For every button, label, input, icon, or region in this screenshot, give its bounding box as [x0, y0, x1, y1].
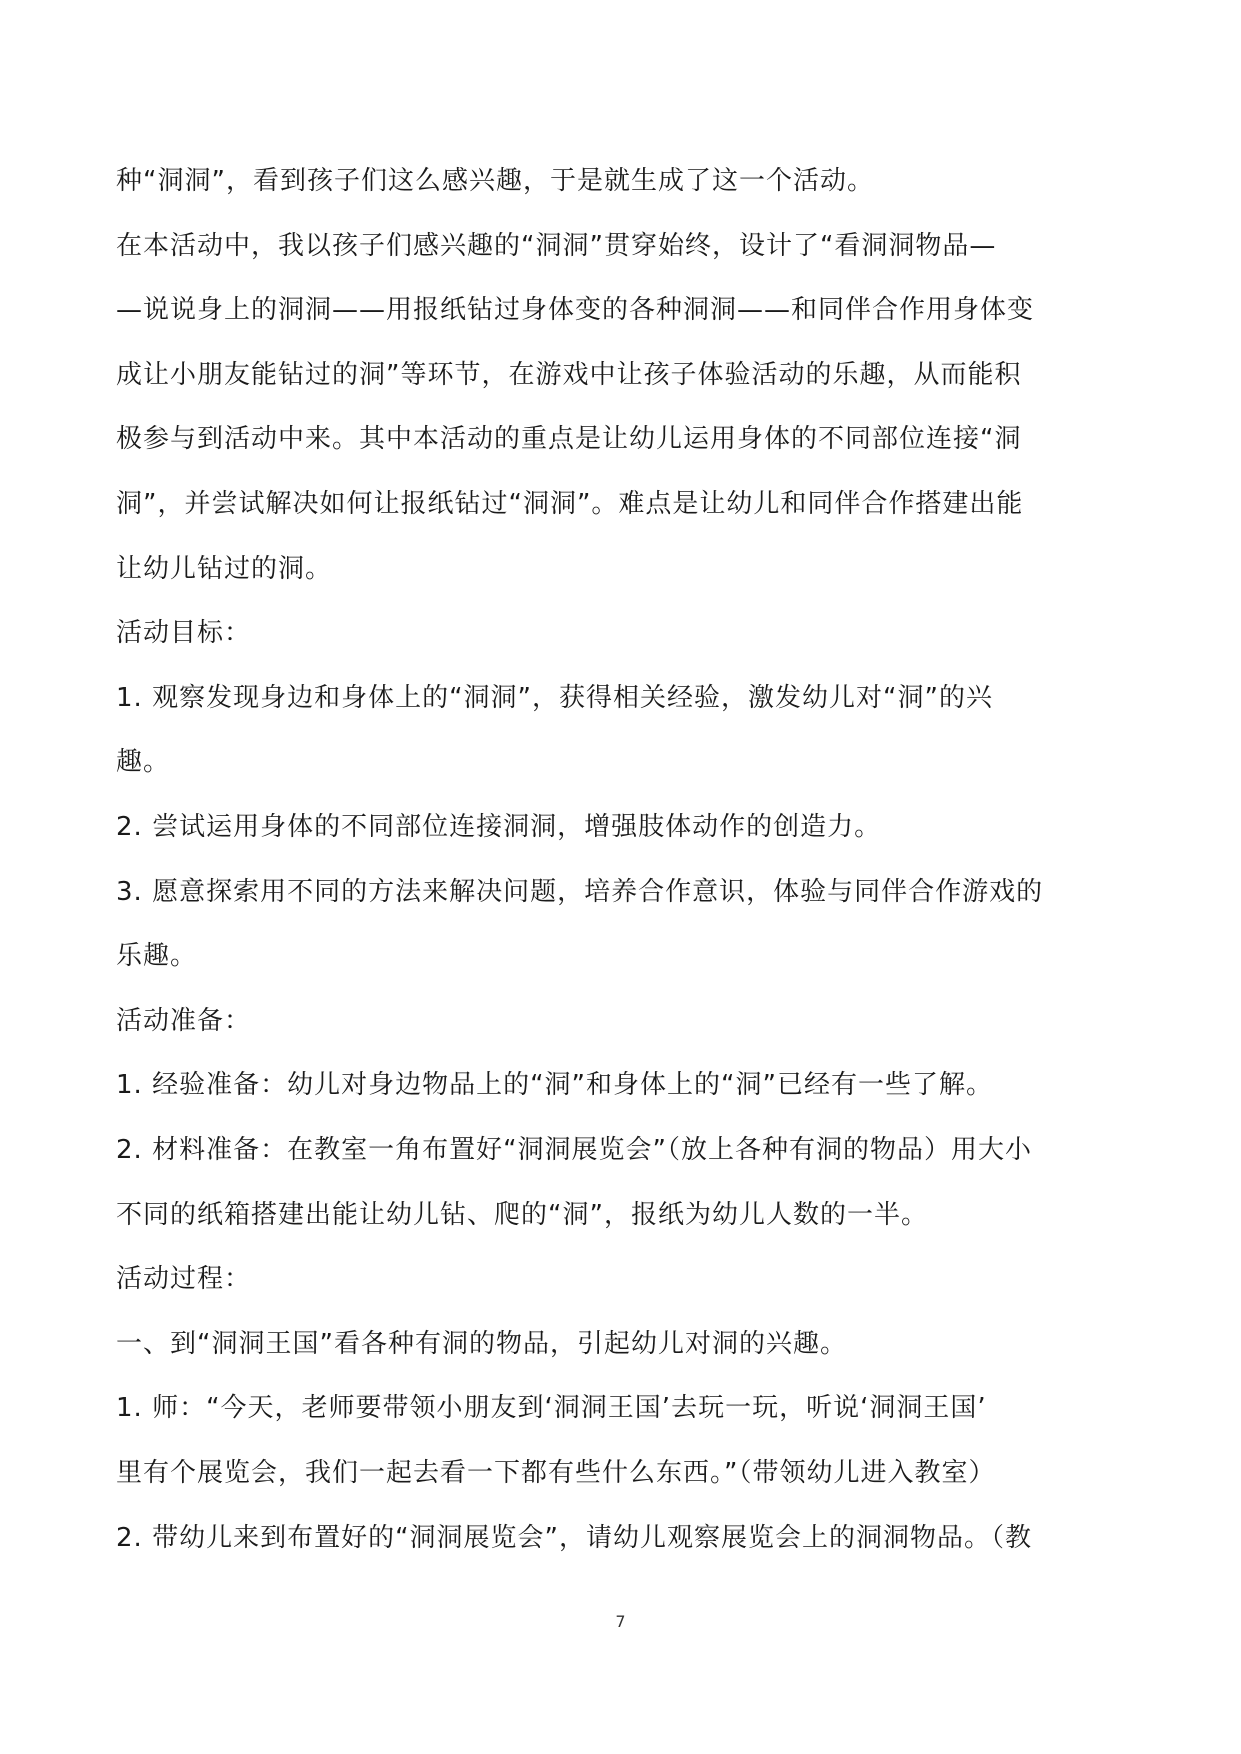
text-line: 乐趣。 — [116, 941, 198, 971]
text-line: 在本活动中，我以孩子们感兴趣的“洞洞”贯穿始终，设计了“看洞洞物品— — [116, 231, 997, 261]
list-item: 1. 观察发现身边和身体上的“洞洞”，获得相关经验，激发幼儿对“洞”的兴 — [116, 683, 993, 713]
text-line: 让幼儿钻过的洞。 — [116, 554, 333, 584]
text-line: —说说身上的洞洞——用报纸钻过身体变的各种洞洞——和同伴合作用身体变 — [116, 295, 1035, 325]
list-item: 1. 师：“今天，老师要带领小朋友到‘洞洞王国’去玩一玩，听说‘洞洞王国’ — [116, 1393, 987, 1423]
text-line: 极参与到活动中来。其中本活动的重点是让幼儿运用身体的不同部位连接“洞 — [116, 424, 1022, 454]
list-item: 2. 尝试运用身体的不同部位连接洞洞，增强肢体动作的创造力。 — [116, 812, 882, 842]
list-item: 2. 带幼儿来到布置好的“洞洞展览会”，请幼儿观察展览会上的洞洞物品。（教 — [116, 1523, 1033, 1553]
list-item: 1. 经验准备：幼儿对身边物品上的“洞”和身体上的“洞”已经有一些了解。 — [116, 1070, 993, 1100]
text-line: 种“洞洞”，看到孩子们这么感兴趣，于是就生成了这一个活动。 — [116, 166, 874, 196]
text-line: 成让小朋友能钻过的洞”等环节，在游戏中让孩子体验活动的乐趣，从而能积 — [116, 360, 1022, 390]
section-heading-preparation: 活动准备： — [116, 1006, 252, 1036]
text-line: 趣。 — [116, 747, 171, 777]
text-line: 不同的纸箱搭建出能让幼儿钻、爬的“洞”，报纸为幼儿人数的一半。 — [116, 1200, 928, 1230]
text-line: 洞”，并尝试解决如何让报纸钻过“洞洞”。难点是让幼儿和同伴合作搭建出能 — [116, 489, 1024, 519]
text-line: 里有个展览会，我们一起去看一下都有些什么东西。”（带领幼儿进入教室） — [116, 1458, 996, 1488]
list-item: 3. 愿意探索用不同的方法来解决问题，培养合作意识，体验与同伴合作游戏的 — [116, 877, 1044, 907]
step-heading: 一、到“洞洞王国”看各种有洞的物品，引起幼儿对洞的兴趣。 — [116, 1329, 847, 1359]
section-heading-process: 活动过程： — [116, 1264, 252, 1294]
section-heading-goals: 活动目标： — [116, 618, 252, 648]
list-item: 2. 材料准备：在教室一角布置好“洞洞展览会”（放上各种有洞的物品）用大小 — [116, 1135, 1033, 1165]
page-number: 7 — [615, 1612, 626, 1631]
